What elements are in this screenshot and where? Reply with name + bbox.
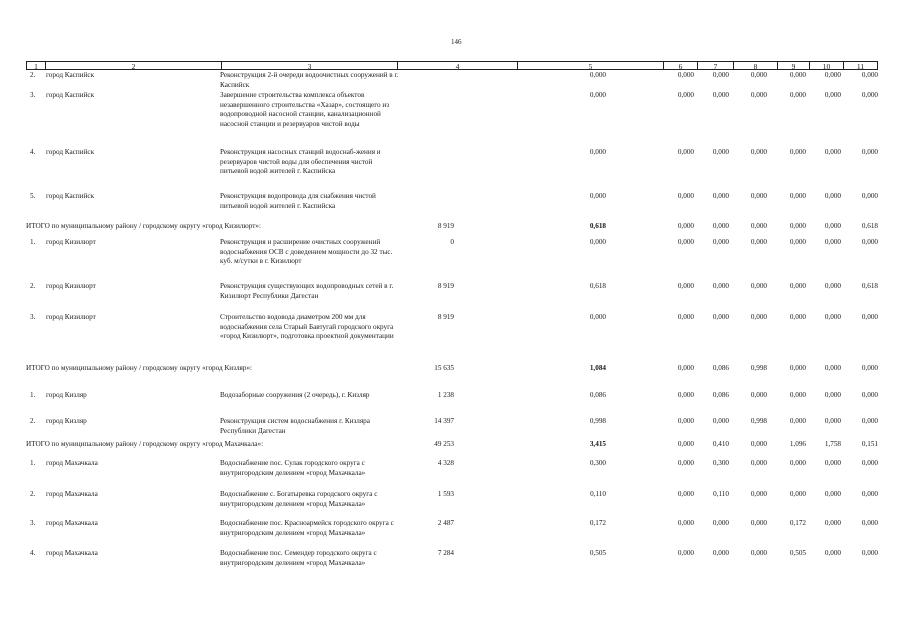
value-c10: 0,000 bbox=[824, 391, 841, 399]
value-c5: 0,172 bbox=[589, 519, 606, 527]
value-c7: 0,410 bbox=[712, 440, 729, 448]
header-col-7: 7 bbox=[698, 61, 734, 70]
header-col-8: 8 bbox=[734, 61, 778, 70]
value-c4: 14 397 bbox=[434, 417, 454, 425]
header-col-11: 11 bbox=[844, 61, 878, 70]
value-c5: 0,110 bbox=[590, 490, 606, 498]
value-c10: 0,000 bbox=[824, 364, 841, 372]
value-c5: 0,000 bbox=[589, 313, 606, 321]
value-c6: 0,000 bbox=[677, 391, 694, 399]
value-c10: 0,000 bbox=[824, 313, 841, 321]
value-c5: 0,000 bbox=[589, 192, 606, 200]
value-c4: 0 bbox=[450, 238, 454, 246]
project-name-cell: Реконструкция существующих водопроводных сетей в г. Кизилюрт Республики Дагестан bbox=[220, 282, 394, 300]
value-c7: 0,000 bbox=[712, 91, 729, 99]
value-c7: 0,000 bbox=[712, 417, 729, 425]
project-name-cell: Реконструкция 2-й очереди водоочистных сооружений в г. Каспийск bbox=[220, 71, 399, 89]
value-c9: 0,000 bbox=[789, 364, 806, 372]
header-col-10: 10 bbox=[810, 61, 844, 70]
value-c8: 0,000 bbox=[750, 282, 767, 290]
header-col-9: 9 bbox=[778, 61, 810, 70]
value-c9: 0,000 bbox=[789, 192, 806, 200]
row-number: 2. bbox=[30, 282, 36, 290]
project-name-cell: Реконструкция водопровода для снабжения чистой питьевой водой жителей г. Каспийска bbox=[220, 192, 376, 210]
value-c6: 0,000 bbox=[677, 440, 694, 448]
value-c11: 0,000 bbox=[861, 71, 878, 79]
value-c8: 0,000 bbox=[750, 238, 767, 246]
value-c11: 0,000 bbox=[861, 490, 878, 498]
value-c11: 0,000 bbox=[861, 192, 878, 200]
project-name-cell: Водозаборные сооружения (2 очередь), г. Кизляр bbox=[220, 391, 370, 399]
value-c11: 0,000 bbox=[861, 148, 878, 156]
value-c8: 0,000 bbox=[750, 222, 767, 230]
value-c9: 0,000 bbox=[789, 313, 806, 321]
value-c6: 0,000 bbox=[677, 91, 694, 99]
value-c7: 0,000 bbox=[712, 282, 729, 290]
municipality-cell: город Кизилюрт bbox=[46, 238, 96, 246]
total-label: ИТОГО по муниципальному району / городскому округу «город Кизляр»: bbox=[26, 364, 253, 372]
row-number: 5. bbox=[30, 192, 36, 200]
value-c11: 0,000 bbox=[861, 91, 878, 99]
value-c11: 0,000 bbox=[861, 459, 878, 467]
value-c9: 0,000 bbox=[789, 91, 806, 99]
municipality-cell: город Каспийск bbox=[46, 71, 95, 79]
project-name-cell: Водоснабжение пос. Сулак городского округа с внутригородским делением «город Махачкала» bbox=[220, 459, 366, 477]
value-c4: 1 593 bbox=[437, 490, 454, 498]
header-col-3: 3 bbox=[222, 61, 398, 70]
project-name-cell: Реконструкция и расширение очистных сооружений водоснабжения ОСВ с доведением мощности до 32 тыс. куб. м/сутки в г. Кизилюрт bbox=[220, 238, 393, 265]
value-c8: 0,998 bbox=[750, 417, 767, 425]
value-c9: 0,000 bbox=[789, 222, 806, 230]
municipality-cell: город Кизляр bbox=[46, 417, 87, 425]
value-c7: 0,000 bbox=[712, 238, 729, 246]
value-c11: 0,000 bbox=[861, 238, 878, 246]
value-c10: 0,000 bbox=[824, 490, 841, 498]
value-c8: 0,000 bbox=[750, 519, 767, 527]
value-c6: 0,000 bbox=[677, 222, 694, 230]
value-c8: 0,000 bbox=[750, 490, 767, 498]
municipality-cell: город Махачкала bbox=[46, 490, 98, 498]
project-name-cell: Реконструкция насосных станций водоснаб-жения и резервуаров чистой воды для обеспечения чистой питьевой водой жителей г. Каспийска bbox=[220, 148, 381, 175]
page-number: 146 bbox=[451, 38, 462, 46]
value-c6: 0,000 bbox=[677, 282, 694, 290]
value-c9: 0,172 bbox=[789, 519, 806, 527]
value-c10: 1,758 bbox=[824, 440, 841, 448]
value-c9: 0,000 bbox=[789, 282, 806, 290]
project-name-cell: Водоснабжение пос. Семендер городского округа с внутригородским делением «город Махачкала» bbox=[220, 549, 377, 567]
value-c11: 0,618 bbox=[861, 282, 878, 290]
value-c7: 0,000 bbox=[712, 313, 729, 321]
row-number: 3. bbox=[30, 519, 36, 527]
row-number: 2. bbox=[30, 71, 36, 79]
value-c11: 0,000 bbox=[861, 313, 878, 321]
value-c9: 1,096 bbox=[789, 440, 806, 448]
value-c7: 0,300 bbox=[712, 459, 729, 467]
value-c11: 0,000 bbox=[861, 364, 878, 372]
value-c10: 0,000 bbox=[824, 519, 841, 527]
header-col-5: 5 bbox=[518, 61, 664, 70]
header-col-4: 4 bbox=[398, 61, 518, 70]
value-c8: 0,000 bbox=[750, 391, 767, 399]
value-c5: 0,000 bbox=[589, 71, 606, 79]
project-name-cell: Водоснабжение пос. Красноармейск городского округа с внутригородским делением «город Махачкала» bbox=[220, 519, 394, 537]
row-number: 2. bbox=[30, 490, 36, 498]
row-number: 4. bbox=[30, 549, 36, 557]
value-c9: 0,000 bbox=[789, 391, 806, 399]
municipality-cell: город Кизилюрт bbox=[46, 282, 96, 290]
value-c5: 0,000 bbox=[589, 91, 606, 99]
header-col-2: 2 bbox=[46, 61, 222, 70]
value-c4: 4 328 bbox=[437, 459, 454, 467]
project-name-cell: Водоснабжение с. Богатыревка городского округа с внутригородским делением «город Махачкала» bbox=[220, 490, 378, 508]
project-name-cell: Строительство водовода диаметром 200 мм для водоснабжения села Старый Бавтугай городского округа «город Кизилюрт», подготовка проектной документации bbox=[220, 313, 394, 340]
value-c8: 0,000 bbox=[750, 549, 767, 557]
value-c5: 0,618 bbox=[589, 222, 606, 230]
value-c6: 0,000 bbox=[677, 364, 694, 372]
value-c5: 1,084 bbox=[589, 364, 606, 372]
value-c10: 0,000 bbox=[824, 222, 841, 230]
municipality-cell: город Каспийск bbox=[46, 192, 95, 200]
row-number: 3. bbox=[30, 313, 36, 321]
row-number: 3. bbox=[30, 91, 36, 99]
value-c9: 0,000 bbox=[789, 417, 806, 425]
value-c5: 0,998 bbox=[589, 417, 606, 425]
value-c5: 0,300 bbox=[589, 459, 606, 467]
value-c9: 0,000 bbox=[789, 490, 806, 498]
value-c8: 0,000 bbox=[750, 71, 767, 79]
value-c5: 0,618 bbox=[589, 282, 606, 290]
municipality-cell: город Кизилюрт bbox=[46, 313, 96, 321]
value-c4: 7 284 bbox=[437, 549, 454, 557]
total-label: ИТОГО по муниципальному району / городскому округу «город Кизилюрт»: bbox=[26, 222, 261, 230]
value-c8: 0,000 bbox=[750, 459, 767, 467]
value-c4: 49 253 bbox=[434, 440, 454, 448]
value-c5: 0,000 bbox=[589, 148, 606, 156]
value-c7: 0,086 bbox=[712, 364, 729, 372]
value-c6: 0,000 bbox=[677, 71, 694, 79]
value-c11: 0,000 bbox=[861, 549, 878, 557]
value-c6: 0,000 bbox=[677, 459, 694, 467]
value-c4: 2 487 bbox=[437, 519, 454, 527]
value-c6: 0,000 bbox=[677, 417, 694, 425]
value-c7: 0,086 bbox=[712, 391, 729, 399]
value-c6: 0,000 bbox=[677, 313, 694, 321]
value-c7: 0,000 bbox=[712, 71, 729, 79]
row-number: 1. bbox=[30, 459, 36, 467]
municipality-cell: город Махачкала bbox=[46, 519, 98, 527]
header-col-1: 1 bbox=[26, 61, 46, 70]
municipality-cell: город Махачкала bbox=[46, 459, 98, 467]
value-c6: 0,000 bbox=[677, 192, 694, 200]
municipality-cell: город Каспийск bbox=[46, 148, 95, 156]
row-number: 1. bbox=[30, 391, 36, 399]
value-c7: 0,000 bbox=[712, 148, 729, 156]
value-c10: 0,000 bbox=[824, 71, 841, 79]
value-c5: 0,086 bbox=[589, 391, 606, 399]
value-c7: 0,000 bbox=[712, 192, 729, 200]
value-c4: 8 919 bbox=[437, 313, 454, 321]
total-label: ИТОГО по муниципальному району / городскому округу «город Махачкала»: bbox=[26, 440, 264, 448]
value-c6: 0,000 bbox=[677, 490, 694, 498]
project-name-cell: Реконструкция систем водоснабжения г. Кизляра Республики Дагестан bbox=[220, 417, 370, 435]
value-c7: 0,000 bbox=[712, 549, 729, 557]
value-c4: 15 635 bbox=[434, 364, 454, 372]
value-c9: 0,000 bbox=[789, 71, 806, 79]
value-c10: 0,000 bbox=[824, 192, 841, 200]
row-number: 4. bbox=[30, 148, 36, 156]
value-c6: 0,000 bbox=[677, 549, 694, 557]
value-c4: 1 238 bbox=[437, 391, 454, 399]
value-c10: 0,000 bbox=[824, 549, 841, 557]
value-c10: 0,000 bbox=[824, 91, 841, 99]
municipality-cell: город Каспийск bbox=[46, 91, 95, 99]
value-c4: 8 919 bbox=[437, 222, 454, 230]
value-c10: 0,000 bbox=[824, 238, 841, 246]
row-number: 1. bbox=[30, 238, 36, 246]
value-c10: 0,000 bbox=[824, 282, 841, 290]
value-c11: 0,618 bbox=[861, 222, 878, 230]
value-c5: 0,505 bbox=[589, 549, 606, 557]
value-c11: 0,000 bbox=[861, 519, 878, 527]
value-c9: 0,000 bbox=[789, 148, 806, 156]
value-c9: 0,505 bbox=[789, 549, 806, 557]
value-c7: 0,000 bbox=[712, 519, 729, 527]
value-c5: 0,000 bbox=[589, 238, 606, 246]
value-c11: 0,151 bbox=[861, 440, 878, 448]
value-c9: 0,000 bbox=[789, 459, 806, 467]
value-c5: 3,415 bbox=[589, 440, 606, 448]
municipality-cell: город Кизляр bbox=[46, 391, 87, 399]
value-c7: 0,110 bbox=[713, 490, 729, 498]
value-c6: 0,000 bbox=[677, 148, 694, 156]
value-c8: 0,000 bbox=[750, 440, 767, 448]
value-c9: 0,000 bbox=[789, 238, 806, 246]
row-number: 2. bbox=[30, 417, 36, 425]
value-c8: 0,000 bbox=[750, 192, 767, 200]
value-c8: 0,000 bbox=[750, 91, 767, 99]
header-col-6: 6 bbox=[664, 61, 698, 70]
value-c10: 0,000 bbox=[824, 148, 841, 156]
municipality-cell: город Махачкала bbox=[46, 549, 98, 557]
value-c6: 0,000 bbox=[677, 238, 694, 246]
project-name-cell: Завершение строительства комплекса объектов незавершенного строительства «Хазар», состоящего из водопроводной насосной станции, канализационной насосной станции и резервуаров чистой воды bbox=[220, 91, 390, 128]
value-c10: 0,000 bbox=[824, 459, 841, 467]
value-c11: 0,000 bbox=[861, 417, 878, 425]
value-c7: 0,000 bbox=[712, 222, 729, 230]
value-c6: 0,000 bbox=[677, 519, 694, 527]
value-c8: 0,000 bbox=[750, 313, 767, 321]
value-c8: 0,998 bbox=[750, 364, 767, 372]
value-c11: 0,000 bbox=[861, 391, 878, 399]
value-c8: 0,000 bbox=[750, 148, 767, 156]
value-c4: 8 919 bbox=[437, 282, 454, 290]
value-c10: 0,000 bbox=[824, 417, 841, 425]
